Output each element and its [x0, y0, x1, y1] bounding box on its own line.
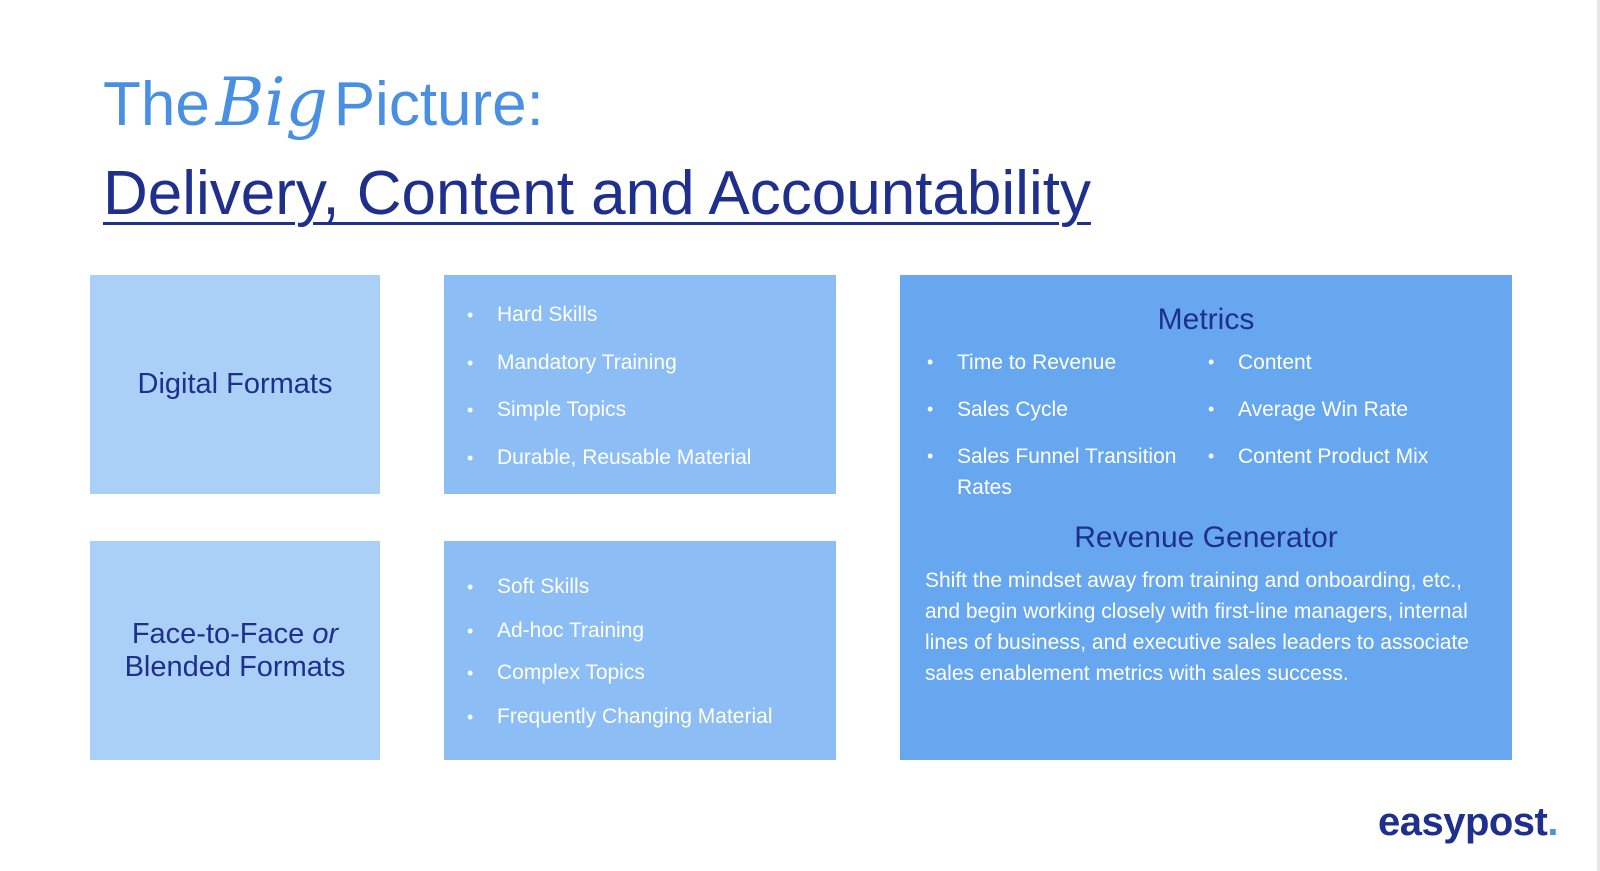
list-item: • Soft Skills	[464, 574, 826, 600]
face-to-face-label	[125, 618, 346, 684]
digital-formats-list-box	[444, 275, 836, 494]
digital-formats-label: Digital Formats	[137, 368, 333, 400]
revenue-generator-title: Revenue Generator	[1074, 521, 1338, 554]
face-label-or: or	[312, 617, 339, 650]
face-label-part1: Face-to-Face	[131, 617, 305, 650]
metric-item: • Sales Funnel Transition Rates	[925, 441, 1185, 503]
digital-formats-list	[464, 302, 826, 471]
metric-item: • Content	[1206, 347, 1496, 378]
list-item: • Ad-hoc Training	[464, 618, 826, 644]
easypost-logo	[1378, 800, 1558, 845]
list-item: • Complex Topics	[464, 660, 826, 686]
face-to-face-list	[464, 574, 826, 730]
list-item: • Hard Skills	[464, 302, 826, 328]
logo-text: easypost	[1377, 800, 1548, 844]
title-emphasis: Big	[215, 64, 328, 141]
face-to-face-list-box	[444, 541, 836, 760]
revenue-generator-body: Shift the mindset away from training and onboarding, etc., and begin working closely with first-line managers, internal lines of business, and executive sales leaders to associate sales enablement metrics with sales success.	[925, 569, 1469, 685]
metric-item: • Time to Revenue	[925, 347, 1185, 378]
metrics-revenue-box	[900, 275, 1512, 760]
title-part1: The	[103, 70, 210, 139]
digital-formats-box	[90, 275, 380, 494]
title-part2: Picture:	[333, 70, 544, 139]
list-item: • Mandatory Training	[464, 350, 826, 376]
slide-title	[103, 64, 544, 141]
slide-subtitle: Delivery, Content and Accountability	[103, 159, 1091, 228]
metrics-list-right	[1206, 347, 1496, 488]
logo-dot: .	[1547, 800, 1558, 844]
metric-item: • Content Product Mix	[1206, 441, 1496, 472]
list-item: • Frequently Changing Material	[464, 704, 826, 730]
face-to-face-box	[90, 541, 380, 760]
metrics-list-left	[925, 347, 1185, 519]
face-label-part2: Blended Formats	[124, 650, 346, 683]
list-item: • Durable, Reusable Material	[464, 445, 826, 471]
metrics-title: Metrics	[1157, 303, 1255, 336]
list-item: • Simple Topics	[464, 397, 826, 423]
metric-item: • Average Win Rate	[1206, 394, 1496, 425]
metric-item: • Sales Cycle	[925, 394, 1185, 425]
